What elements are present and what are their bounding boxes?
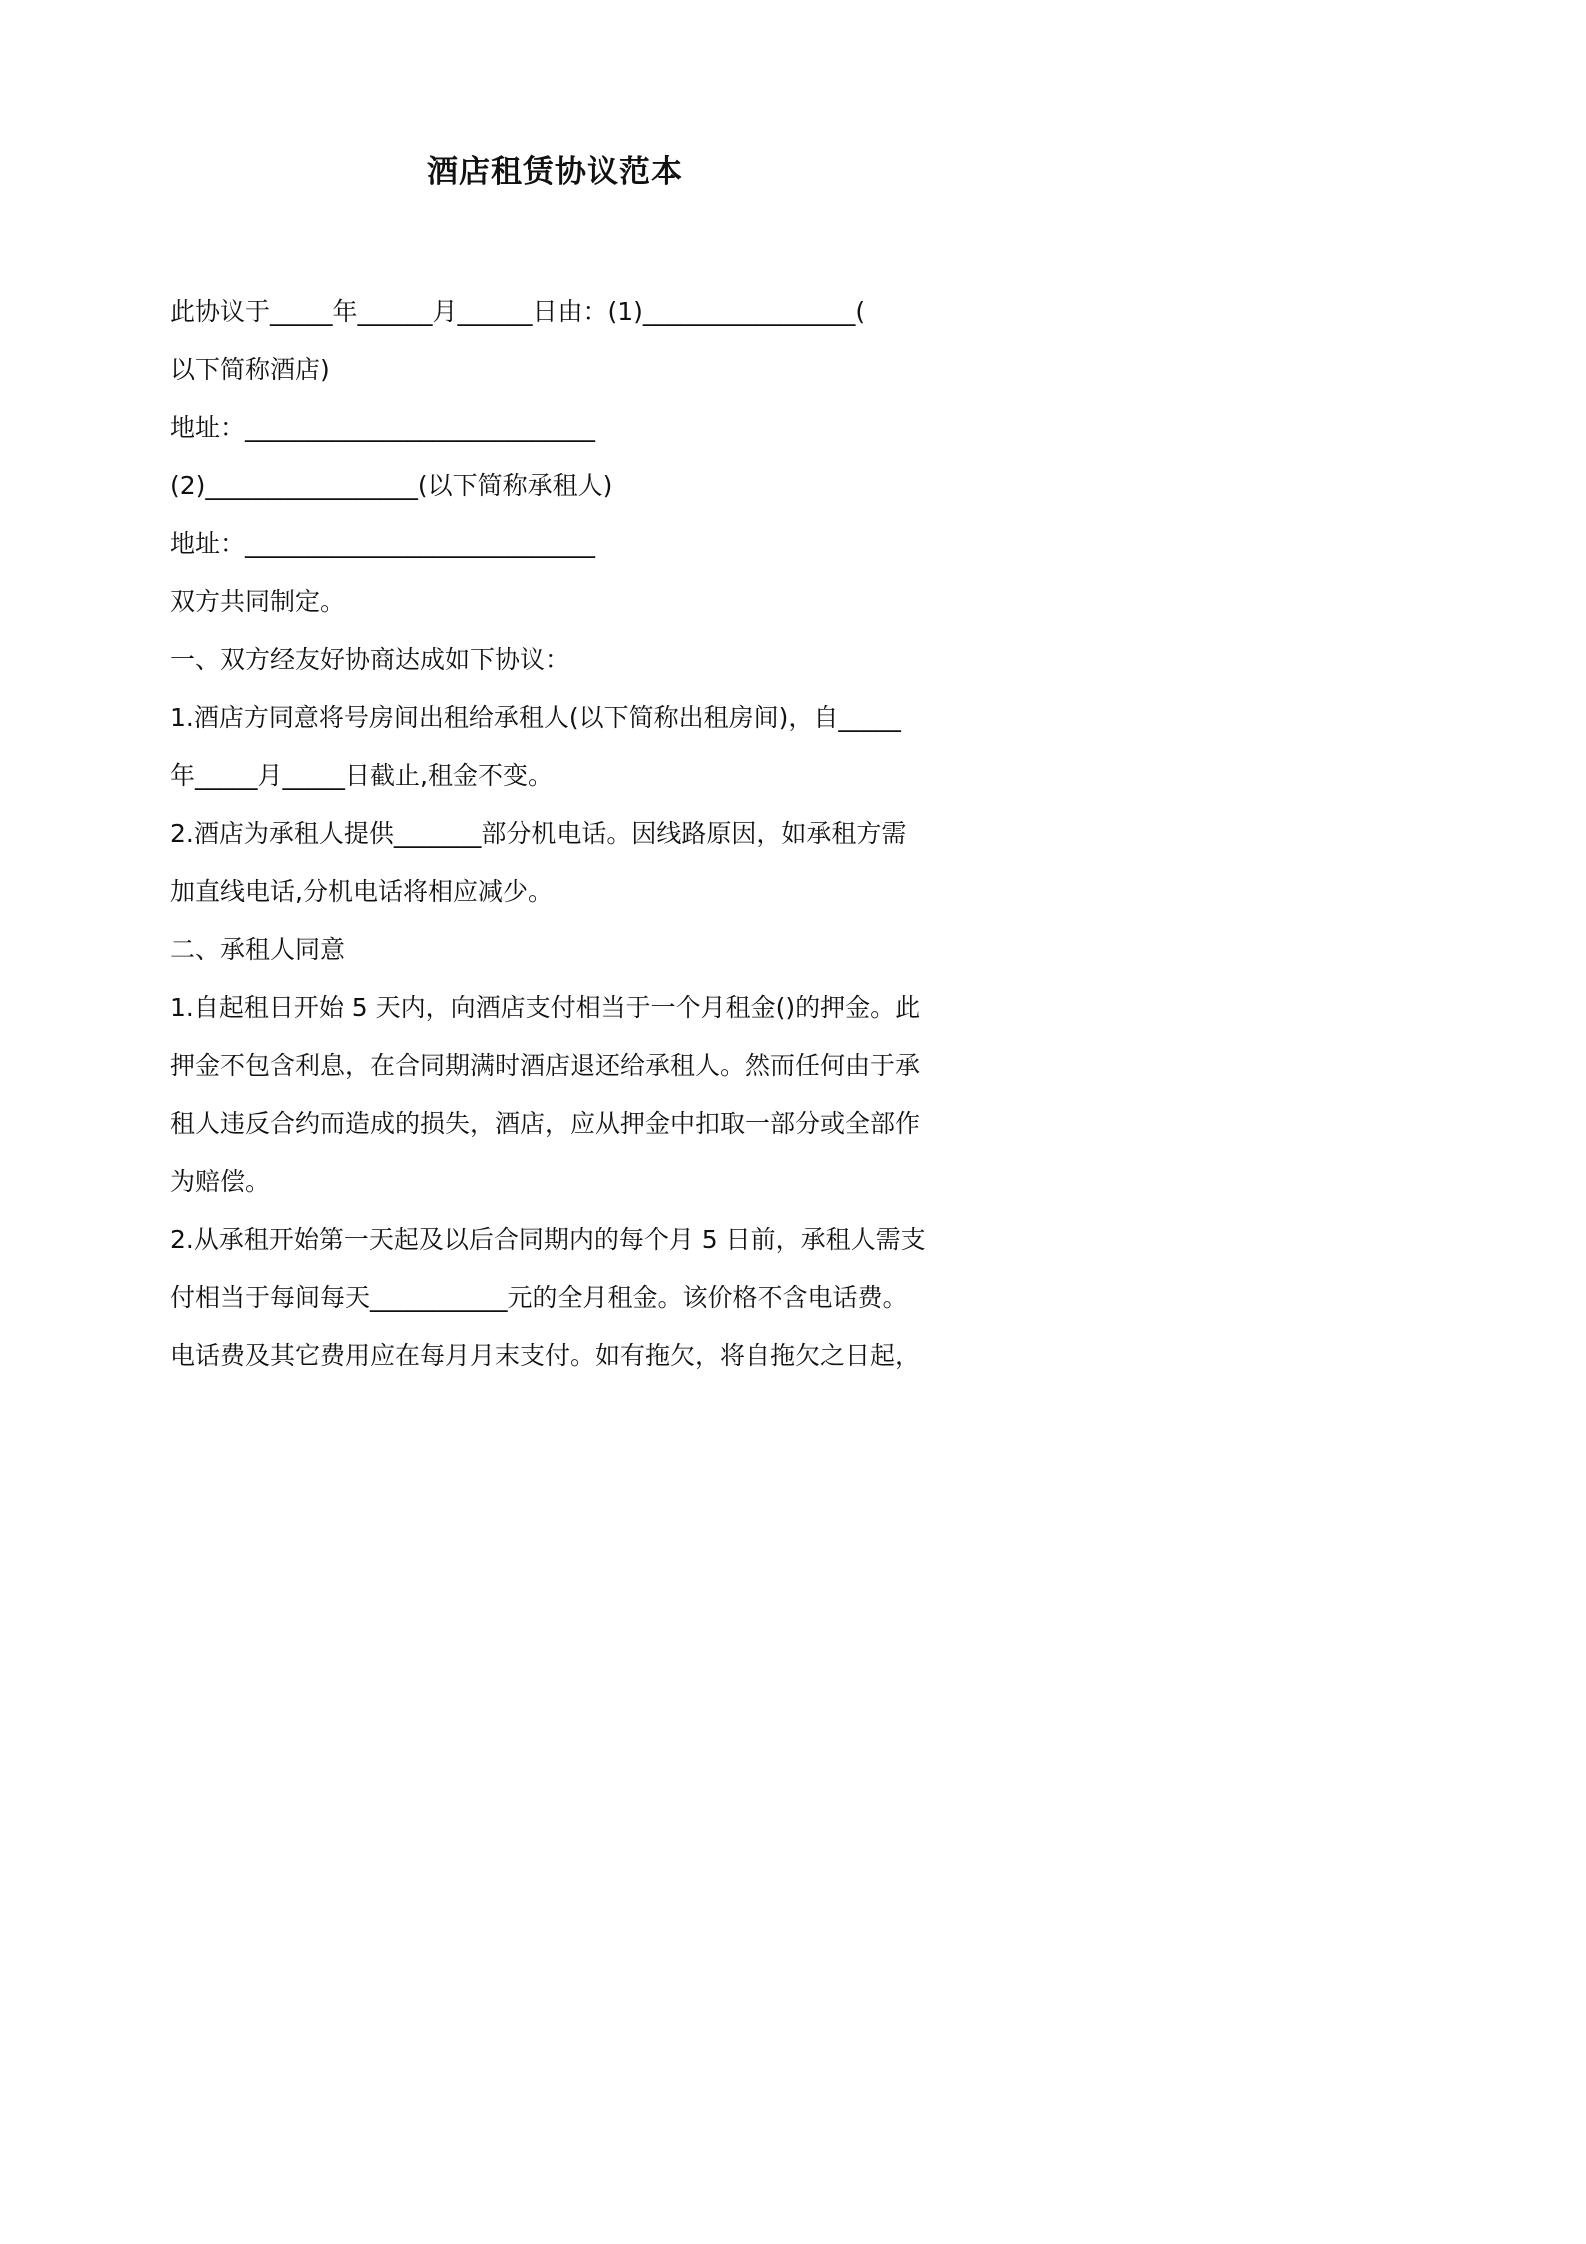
clause-1-2-line-1: 2.酒店为承租人提供_______部分机电话。因线路原因，如承租方需 bbox=[170, 819, 907, 848]
clause-2-1-line-3: 租人违反合约而造成的损失，酒店，应从押金中扣取一部分或全部作 bbox=[170, 1109, 921, 1138]
hotel-abbreviation-line: 以下简称酒店) bbox=[170, 355, 330, 384]
clause-1-2-line-2: 加直线电话,分机电话将相应减少。 bbox=[170, 877, 553, 906]
clause-1-1-line-2: 年_____月_____日截止,租金不变。 bbox=[170, 761, 553, 790]
clause-2-2-line-3: 电话费及其它费用应在每月月末支付。如有拖欠，将自拖欠之日起， bbox=[170, 1341, 921, 1370]
clause-2-1-line-1: 1.自起租日开始 5 天内，向酒店支付相当于一个月租金()的押金。此 bbox=[170, 993, 921, 1022]
tenant-address-line: 地址：____________________________ bbox=[170, 529, 596, 558]
document-page bbox=[0, 0, 1110, 1570]
clause-1-1-line-1: 1.酒店方同意将号房间出租给承租人(以下简称出租房间)，自_____ bbox=[170, 703, 901, 732]
clause-2-1-line-2: 押金不包含利息，在合同期满时酒店退还给承租人。然而任何由于承 bbox=[170, 1051, 921, 1080]
hotel-address-line: 地址：____________________________ bbox=[170, 413, 596, 442]
clause-2-2-line-2: 付相当于每间每天___________元的全月租金。该价格不含电话费。 bbox=[170, 1283, 908, 1312]
joint-formulation-line: 双方共同制定。 bbox=[170, 587, 346, 616]
section-one-heading: 一、双方经友好协商达成如下协议： bbox=[170, 645, 571, 674]
clause-2-1-line-4: 为赔偿。 bbox=[170, 1167, 271, 1196]
section-two-heading: 二、承租人同意 bbox=[170, 935, 346, 964]
document-body bbox=[170, 283, 970, 1385]
tenant-party-line: (2)_________________(以下简称承租人) bbox=[170, 471, 613, 500]
clause-2-2-line-1: 2.从承租开始第一天起及以后合同期内的每个月 5 日前，承租人需支 bbox=[170, 1225, 926, 1254]
document-title: 酒店租赁协议范本 bbox=[427, 154, 683, 190]
agreement-date-line: 此协议于_____年______月______日由：(1)_________________( bbox=[170, 297, 866, 326]
